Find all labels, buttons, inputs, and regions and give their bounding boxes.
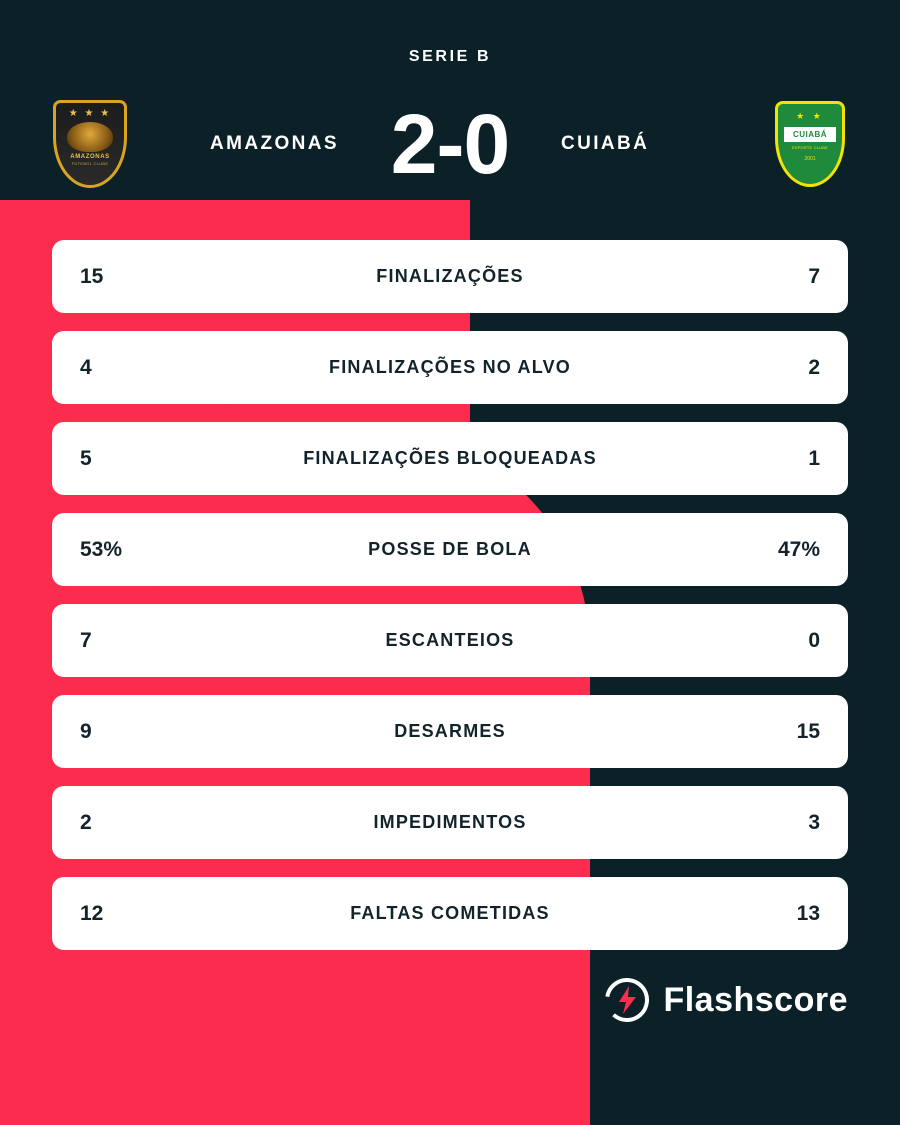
home-value: 7 — [80, 628, 92, 652]
table-row — [52, 786, 848, 859]
home-value: 12 — [80, 901, 104, 925]
away-value: 3 — [808, 810, 820, 834]
table-row — [52, 331, 848, 404]
brand-name: Flashscore — [663, 980, 848, 1019]
away-value: 13 — [796, 901, 820, 925]
crest-stars: ★ ★ — [796, 111, 824, 121]
away-value: 0 — [808, 628, 820, 652]
away-crest-wrap — [730, 101, 890, 187]
away-value: 47% — [777, 537, 820, 561]
stat-label: FALTAS COMETIDAS — [350, 903, 550, 923]
home-value: 4 — [80, 355, 92, 379]
statistics-list — [0, 240, 900, 950]
home-value: 15 — [80, 264, 104, 288]
away-value: 15 — [796, 719, 820, 743]
table-row — [52, 877, 848, 950]
table-row — [52, 240, 848, 313]
footer-branding — [0, 978, 900, 1022]
league-name: SERIE B — [408, 48, 492, 65]
crest-subtitle: ESPORTE CLUBE — [791, 145, 829, 150]
crest-year: 2001 — [804, 156, 816, 162]
final-score: 2-0 — [390, 97, 510, 191]
home-value: 53% — [80, 537, 123, 561]
crest-subtitle: FUTEBOL CLUBE — [71, 161, 109, 166]
stat-label: DESARMES — [394, 721, 506, 741]
stat-label: FINALIZAÇÕES NO ALVO — [329, 357, 571, 377]
table-row — [52, 604, 848, 677]
stat-label: FINALIZAÇÕES BLOQUEADAS — [303, 448, 597, 468]
crest-stars: ★ ★ ★ — [68, 108, 112, 119]
stat-label: ESCANTEIOS — [385, 630, 515, 650]
cuiaba-crest-icon — [775, 101, 845, 187]
table-row — [52, 695, 848, 768]
away-value: 1 — [808, 446, 820, 470]
amazonas-crest-icon — [53, 100, 127, 188]
stat-label: POSSE DE BOLA — [368, 539, 532, 559]
home-value: 2 — [80, 810, 92, 834]
away-value: 2 — [808, 355, 820, 379]
home-value: 9 — [80, 719, 92, 743]
crest-word: AMAZONAS — [70, 154, 110, 160]
table-row — [52, 513, 848, 586]
home-crest-wrap — [10, 100, 170, 188]
stat-label: IMPEDIMENTOS — [373, 812, 527, 832]
flashscore-logo-icon — [605, 978, 649, 1022]
scoreline — [0, 97, 900, 191]
table-row — [52, 422, 848, 495]
stat-label: FINALIZAÇÕES — [376, 266, 524, 286]
home-value: 5 — [80, 446, 92, 470]
home-team-name: AMAZONAS — [210, 133, 339, 154]
crest-word: CUIABÁ — [784, 127, 836, 142]
jaguar-icon — [67, 122, 113, 152]
away-team-name: CUIABÁ — [561, 133, 650, 154]
match-header — [0, 0, 900, 191]
away-value: 7 — [808, 264, 820, 288]
